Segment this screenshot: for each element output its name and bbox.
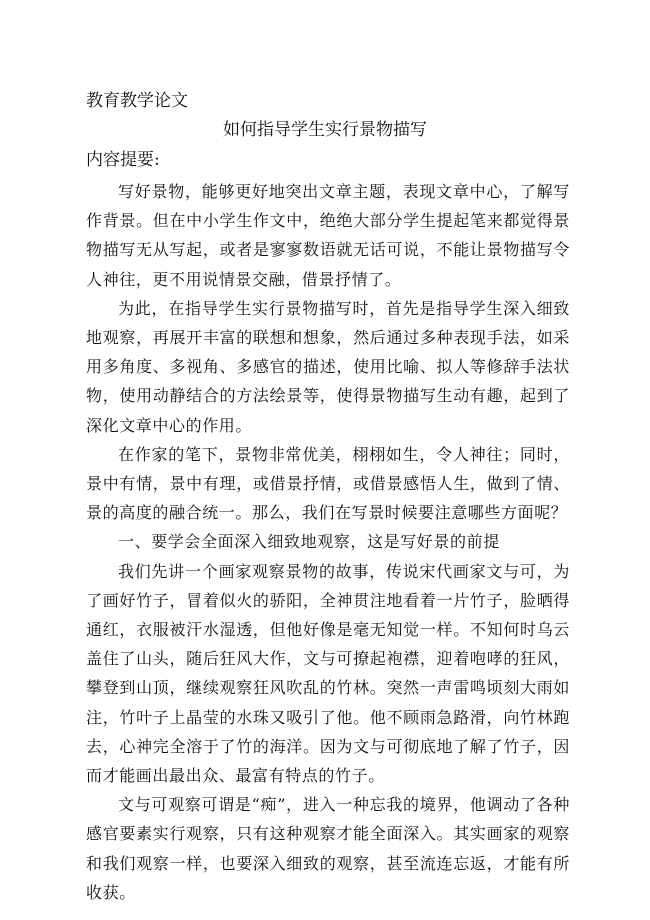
paragraph-story: 我们先讲一个画家观察景物的故事，传说宋代画家文与可，为了画好竹子，冒着似火的骄阳，全神贯注地看着一片竹子，脸晒得通红，衣服被汗水湿透，但他好像是毫无知觉一样。不知何时乌云盖住了山头，随后狂风大作，文与可撩起袍襟，迎着咆哮的狂风，攀登到山顶，继续观察狂风吹乱的竹林。突然一声雷鸣顷刻大雨如注，竹叶子上晶莹的水珠又吸引了他。他不顾雨急路滑，向竹林跑去，心神完全溶于了竹的海洋。因为文与可彻底地了解了竹子，因而才能画出最出众、最富有特点的竹子。 (86, 561, 570, 786)
document-body (86, 177, 570, 907)
paragraph-question: 在作家的笔下，景物非常优美，栩栩如生，令人神往；同时，景中有情，景中有理，或借景抒情，或借景感悟人生，做到了情、景的高度的融合统一。那么，我们在写景时候要注意哪些方面呢？ (86, 444, 570, 523)
paragraph-intro: 写好景物，能够更好地突出文章主题，表现文章中心，了解写作背景。但在中小学生作文中，绝绝大部分学生提起笔来都觉得景物描写无从写起，或者是寥寥数语就无话可说，不能让景物描写令人神往，更不用说情景交融，借景抒情了。 (86, 182, 570, 289)
document-title: 如何指导学生实行景物描写 (223, 120, 427, 140)
paragraph-observation: 文与可观察可谓是“痴”，进入一种忘我的境界，他调动了各种感官要素实行观察，只有这种观察才能全面深入。其实画家的观察和我们观察一样，也要深入细致的观察，甚至流连忘返，才能有所收获。 (86, 795, 570, 902)
section-heading: 一、要学会全面深入细致地观察，这是写好景的前提 (118, 532, 500, 552)
abstract-label: 内容提要: (86, 150, 160, 170)
paragraph-method: 为此，在指导学生实行景物描写时，首先是指导学生深入细致地观察，再展开丰富的联想和想象，然后通过多种表现手法，如采用多角度、多视角、多感官的描述，使用比喻、拟人等修辞手法状物，使用动静结合的方法绘景等，使得景物描写生动有趣，起到了深化文章中心的作用。 (86, 298, 570, 435)
document-category-label: 教育教学论文 (86, 91, 188, 111)
